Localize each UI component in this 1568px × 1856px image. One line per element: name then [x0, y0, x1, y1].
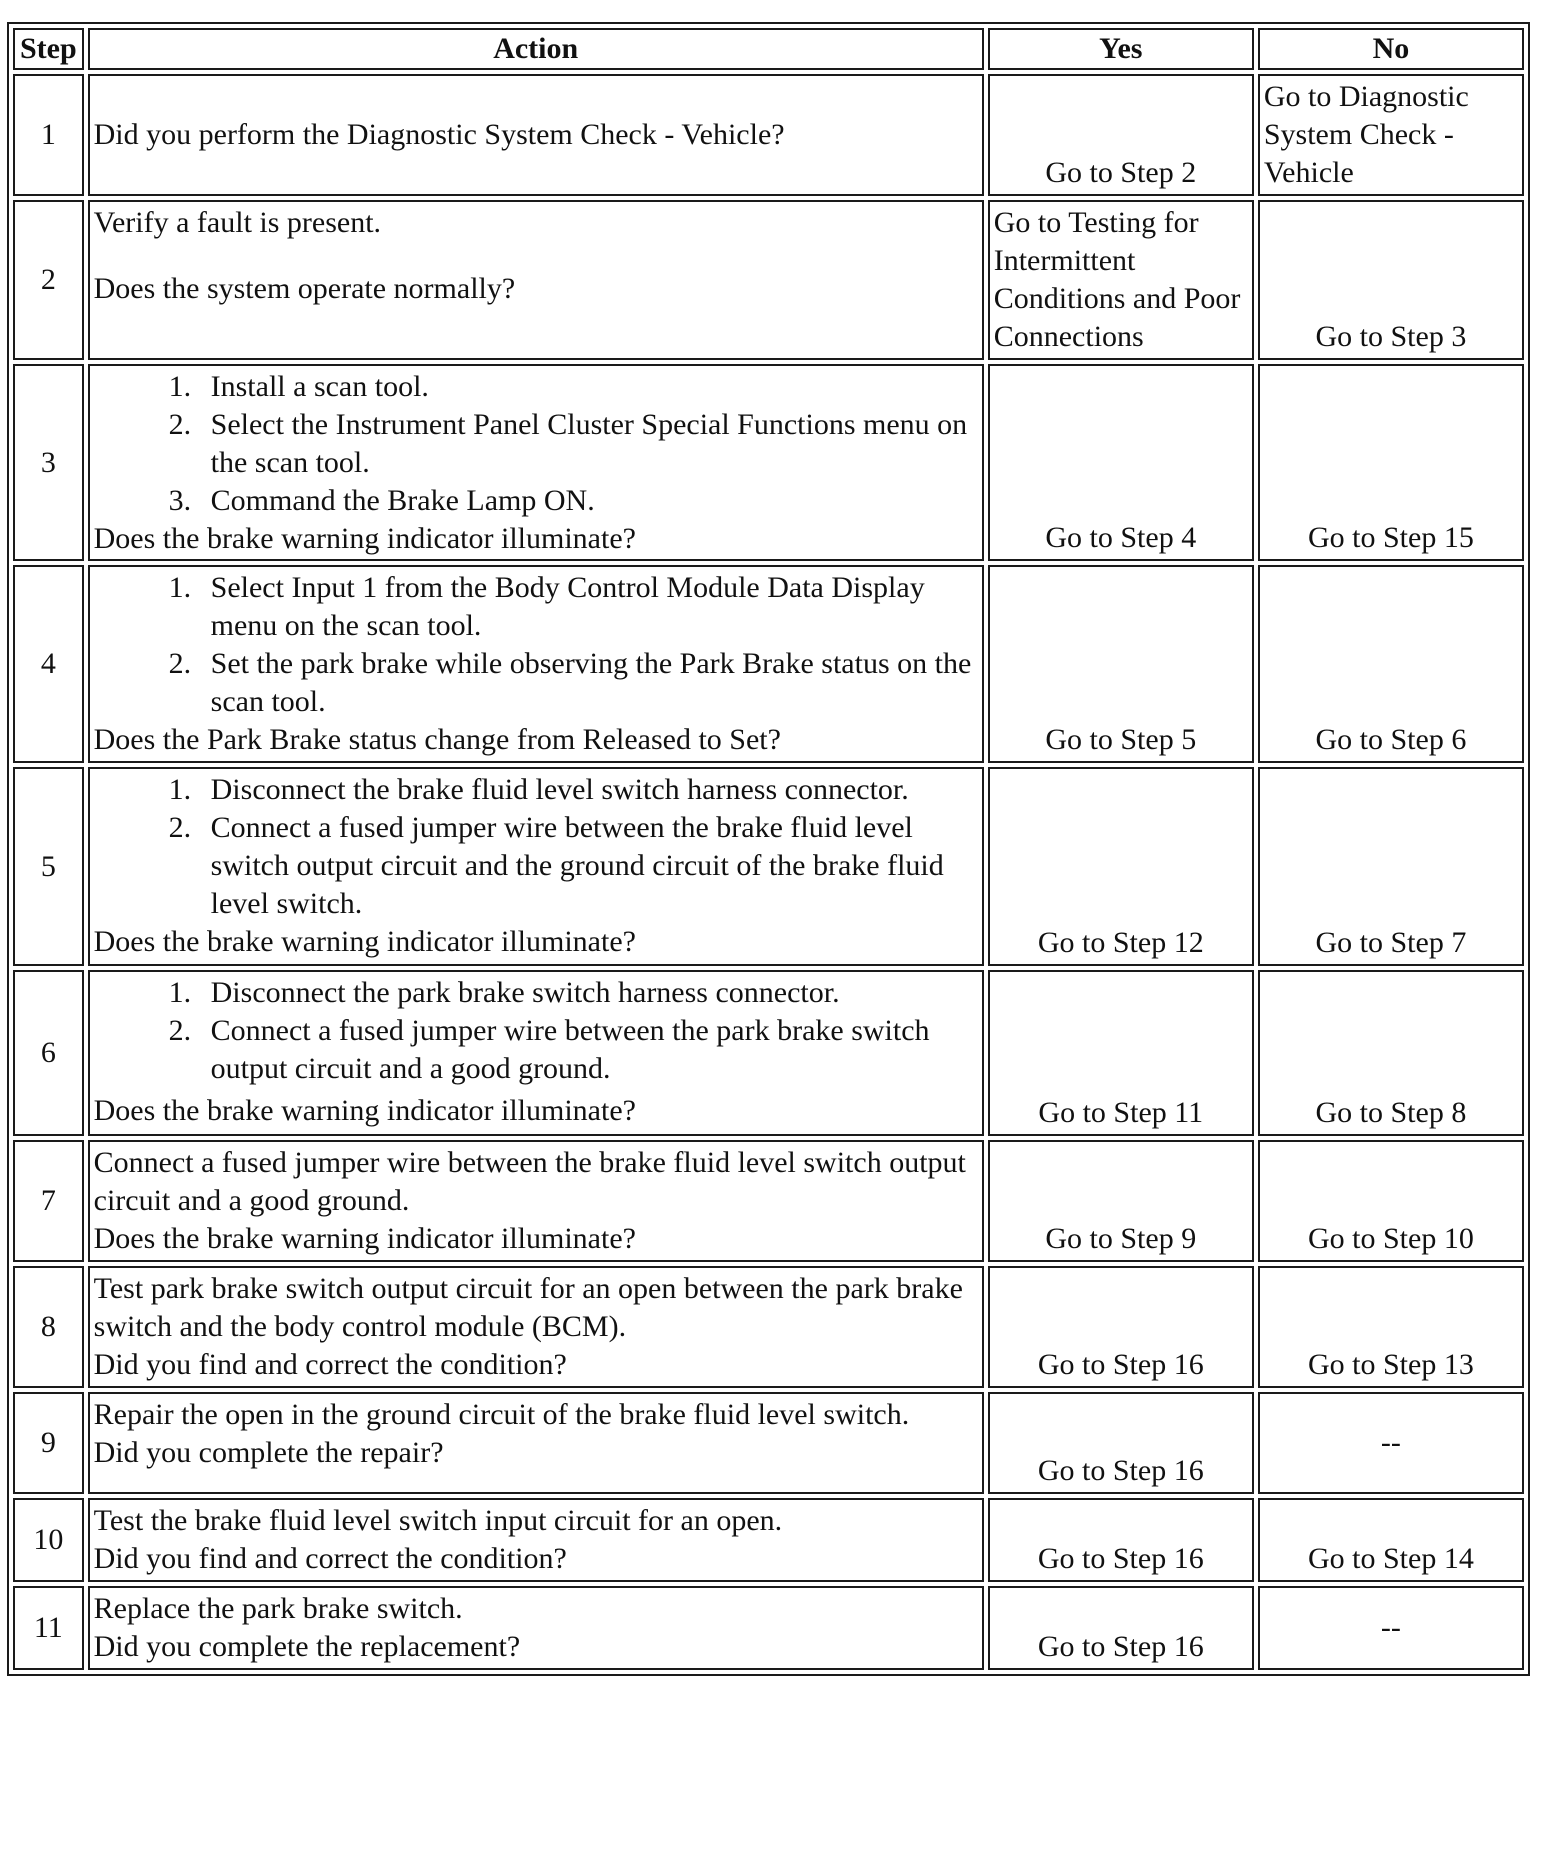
list-item: 2. Connect a fused jumper wire between the park brake switch output circuit and a good ground.: [199, 1012, 978, 1088]
action-question: Does the brake warning indicator illuminate?: [93, 1094, 636, 1127]
yes-outcome: Go to Step 16: [988, 1392, 1254, 1494]
action-list: [94, 974, 978, 1088]
action-cell: [88, 74, 984, 196]
no-outcome: Go to Step 15: [1258, 364, 1524, 561]
list-item: 1. Disconnect the park brake switch harness connector.: [199, 974, 978, 1012]
list-item: 1. Install a scan tool.: [199, 368, 978, 406]
action-question: Does the brake warning indicator illuminate?: [93, 522, 636, 555]
step-number: 5: [13, 767, 84, 966]
step-number: 11: [13, 1586, 84, 1670]
action-list: [94, 569, 978, 721]
step-number: 1: [13, 74, 84, 196]
table-row: [13, 970, 1524, 1136]
step-number: 2: [13, 200, 84, 360]
table-row: [13, 74, 1524, 196]
action-cell: [88, 1392, 984, 1494]
action-question: Did you find and correct the condition?: [93, 1348, 567, 1381]
header-yes: Yes: [988, 28, 1254, 70]
list-item: 2. Connect a fused jumper wire between the brake fluid level switch output circuit and the ground circuit of the brake fluid level switch.: [199, 809, 978, 923]
step-number: 6: [13, 970, 84, 1136]
action-question: Did you complete the replacement?: [93, 1630, 521, 1663]
table-row: [13, 1586, 1524, 1670]
table-row: [13, 1392, 1524, 1494]
action-cell: [88, 970, 984, 1136]
no-outcome: Go to Diagnostic System Check - Vehicle: [1258, 74, 1524, 196]
action-cell: [88, 565, 984, 763]
list-item: 1. Disconnect the brake fluid level switch harness connector.: [199, 771, 978, 809]
action-cell: [88, 767, 984, 966]
action-question: Did you perform the Diagnostic System Check - Vehicle?: [93, 118, 785, 151]
action-list: [94, 771, 978, 923]
table-row: [13, 364, 1524, 561]
action-cell: [88, 200, 984, 360]
yes-outcome: Go to Step 16: [988, 1498, 1254, 1582]
table-row: [13, 767, 1524, 966]
step-number: 3: [13, 364, 84, 561]
action-list: [94, 368, 978, 520]
action-question: Did you complete the repair?: [93, 1436, 444, 1469]
no-outcome: --: [1258, 1392, 1524, 1494]
yes-outcome: Go to Step 4: [988, 364, 1254, 561]
yes-outcome: Go to Testing for Intermittent Conditions and Poor Connections: [988, 200, 1254, 360]
action-question: Does the brake warning indicator illuminate?: [93, 1222, 636, 1255]
step-number: 8: [13, 1266, 84, 1388]
yes-outcome: Go to Step 5: [988, 565, 1254, 763]
action-intro: Test the brake fluid level switch input circuit for an open.: [93, 1504, 783, 1537]
no-outcome: Go to Step 3: [1258, 200, 1524, 360]
list-item: 1. Select Input 1 from the Body Control Module Data Display menu on the scan tool.: [199, 569, 978, 645]
table-row: [13, 200, 1524, 360]
table-row: [13, 565, 1524, 763]
header-no: No: [1258, 28, 1524, 70]
no-outcome: Go to Step 6: [1258, 565, 1524, 763]
diagnostic-table: [7, 22, 1530, 1676]
action-question: Does the system operate normally?: [93, 272, 516, 305]
no-outcome: --: [1258, 1586, 1524, 1670]
table-row: [13, 1140, 1524, 1262]
action-cell: [88, 1140, 984, 1262]
step-number: 7: [13, 1140, 84, 1262]
action-cell: [88, 1498, 984, 1582]
action-question: Did you find and correct the condition?: [93, 1542, 567, 1575]
list-item: 3. Command the Brake Lamp ON.: [199, 482, 978, 520]
action-cell: [88, 1586, 984, 1670]
action-cell: [88, 364, 984, 561]
action-intro: Replace the park brake switch.: [93, 1592, 463, 1625]
no-outcome: Go to Step 8: [1258, 970, 1524, 1136]
action-intro: Verify a fault is present.: [93, 206, 382, 239]
no-outcome: Go to Step 10: [1258, 1140, 1524, 1262]
header-row: [13, 28, 1524, 70]
header-action: Action: [88, 28, 984, 70]
list-item: 2. Set the park brake while observing the Park Brake status on the scan tool.: [199, 645, 978, 721]
action-intro: Connect a fused jumper wire between the brake fluid level switch output circuit and a good ground.: [93, 1146, 966, 1217]
yes-outcome: Go to Step 16: [988, 1266, 1254, 1388]
action-question: Does the Park Brake status change from Released to Set?: [93, 723, 781, 756]
table-row: [13, 1266, 1524, 1388]
yes-outcome: Go to Step 2: [988, 74, 1254, 196]
yes-outcome: Go to Step 16: [988, 1586, 1254, 1670]
action-intro: Repair the open in the ground circuit of the brake fluid level switch.: [93, 1398, 910, 1431]
list-item: 2. Select the Instrument Panel Cluster Special Functions menu on the scan tool.: [199, 406, 978, 482]
action-question: Does the brake warning indicator illuminate?: [93, 925, 636, 958]
action-cell: [88, 1266, 984, 1388]
yes-outcome: Go to Step 9: [988, 1140, 1254, 1262]
action-intro: Test park brake switch output circuit for an open between the park brake switch and the body control module (BCM).: [93, 1272, 963, 1343]
yes-outcome: Go to Step 12: [988, 767, 1254, 966]
yes-outcome: Go to Step 11: [988, 970, 1254, 1136]
no-outcome: Go to Step 14: [1258, 1498, 1524, 1582]
no-outcome: Go to Step 13: [1258, 1266, 1524, 1388]
step-number: 4: [13, 565, 84, 763]
step-number: 10: [13, 1498, 84, 1582]
header-step: Step: [13, 28, 84, 70]
no-outcome: Go to Step 7: [1258, 767, 1524, 966]
step-number: 9: [13, 1392, 84, 1494]
table-row: [13, 1498, 1524, 1582]
